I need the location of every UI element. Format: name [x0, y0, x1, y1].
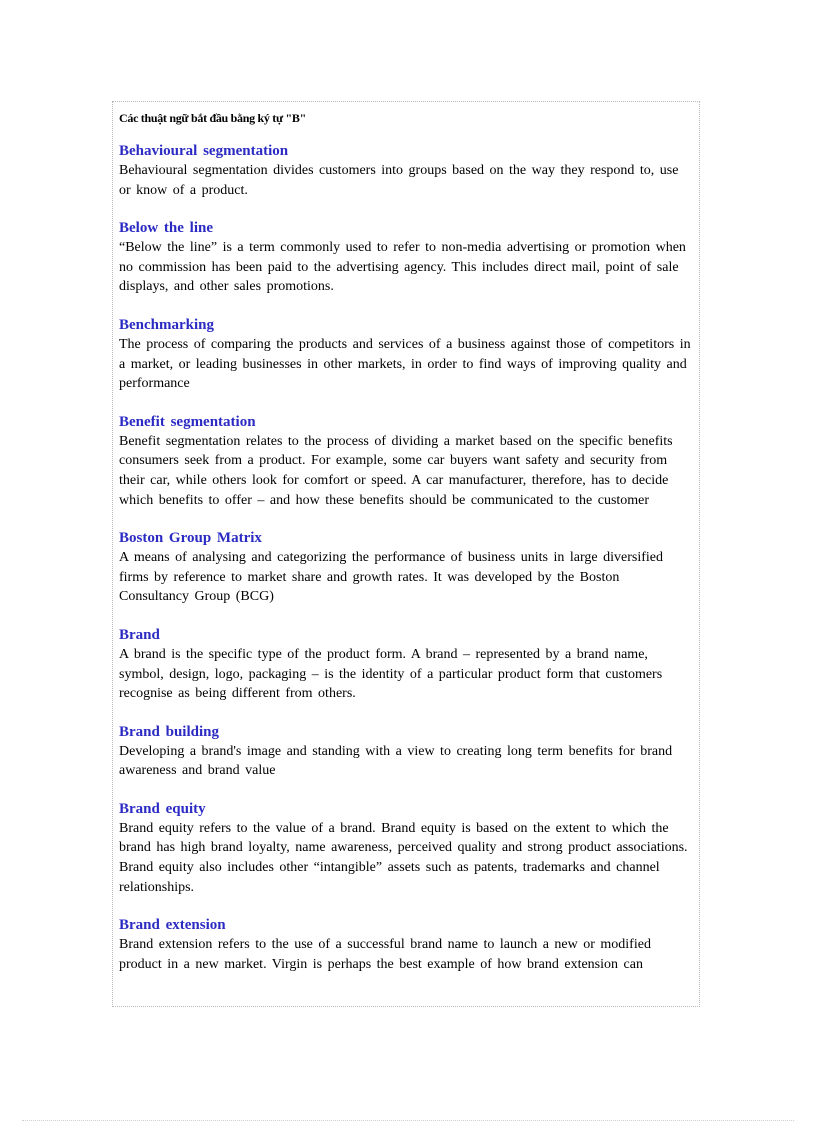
entry-definition: Developing a brand's image and standing with a view to creating long term benefits for brand awareness and brand value: [119, 743, 673, 779]
entry-definition: “Below the line” is a term commonly used to refer to non-media advertising or promotion when no commission has been paid to the advertising agency. This includes direct mail, point of sale displays, and other sales promotions.: [119, 240, 686, 295]
entry-definition: A means of analysing and categorizing the performance of business units in large diversified firms by reference to market share and growth rates. It was developed by the Boston Consultancy Group (BCG): [119, 550, 663, 605]
entry-term: Benefit segmentation: [119, 413, 256, 430]
entry-term: Brand equity: [119, 800, 206, 817]
page-bottom-divider: [22, 1120, 794, 1121]
glossary-entry: [119, 413, 693, 510]
glossary-entry: [119, 626, 693, 704]
glossary-heading: Các thuật ngữ bắt đầu bằng ký tự "B": [119, 111, 306, 125]
entry-definition: A brand is the specific type of the product form. A brand – represented by a brand name, symbol, design, logo, packaging – is the identity of a particular product form that customers recognise as being different from others.: [119, 646, 663, 702]
glossary-content: [119, 110, 693, 993]
glossary-entry: [119, 142, 693, 200]
entry-definition: Brand equity refers to the value of a brand. Brand equity is based on the extent to which the brand has high brand loyalty, name awareness, perceived quality and strong product associations. Brand equity also includes other “intangible” assets such as patents, trademarks and channel relationships.: [119, 820, 688, 895]
glossary-entry: [119, 723, 693, 781]
entry-definition: Brand extension refers to the use of a successful brand name to launch a new or modified product in a new market. Virgin is perhaps the best example of how brand extension can: [119, 937, 651, 972]
entry-term: Brand extension: [119, 917, 226, 934]
entry-definition: The process of comparing the products and services of a business against those of competitors in a market, or leading businesses in other markets, in order to find ways of improving quality and performance: [119, 336, 691, 392]
entry-definition: Behavioural segmentation divides customers into groups based on the way they respond to, use or know of a product.: [119, 163, 679, 198]
glossary-entry: [119, 800, 693, 897]
entry-term: Brand building: [119, 723, 219, 740]
glossary-entry: [119, 916, 693, 974]
entry-term: Brand: [119, 626, 160, 643]
entry-term: Below the line: [119, 220, 213, 237]
document-page: [112, 101, 700, 1007]
glossary-entry: [119, 529, 693, 607]
glossary-entry: [119, 219, 693, 297]
entry-definition: Benefit segmentation relates to the process of dividing a market based on the specific benefits consumers seek from a product. For example, some car buyers want safety and security from their car, while others look for comfort or speed. A car manufacturer, therefore, has to decide which benefits to offer – and how these benefits should be communicated to the customer: [119, 433, 673, 508]
entry-term: Benchmarking: [119, 316, 215, 333]
glossary-entry: [119, 316, 693, 394]
entry-term: Boston Group Matrix: [119, 530, 262, 547]
entry-term: Behavioural segmentation: [119, 143, 289, 159]
